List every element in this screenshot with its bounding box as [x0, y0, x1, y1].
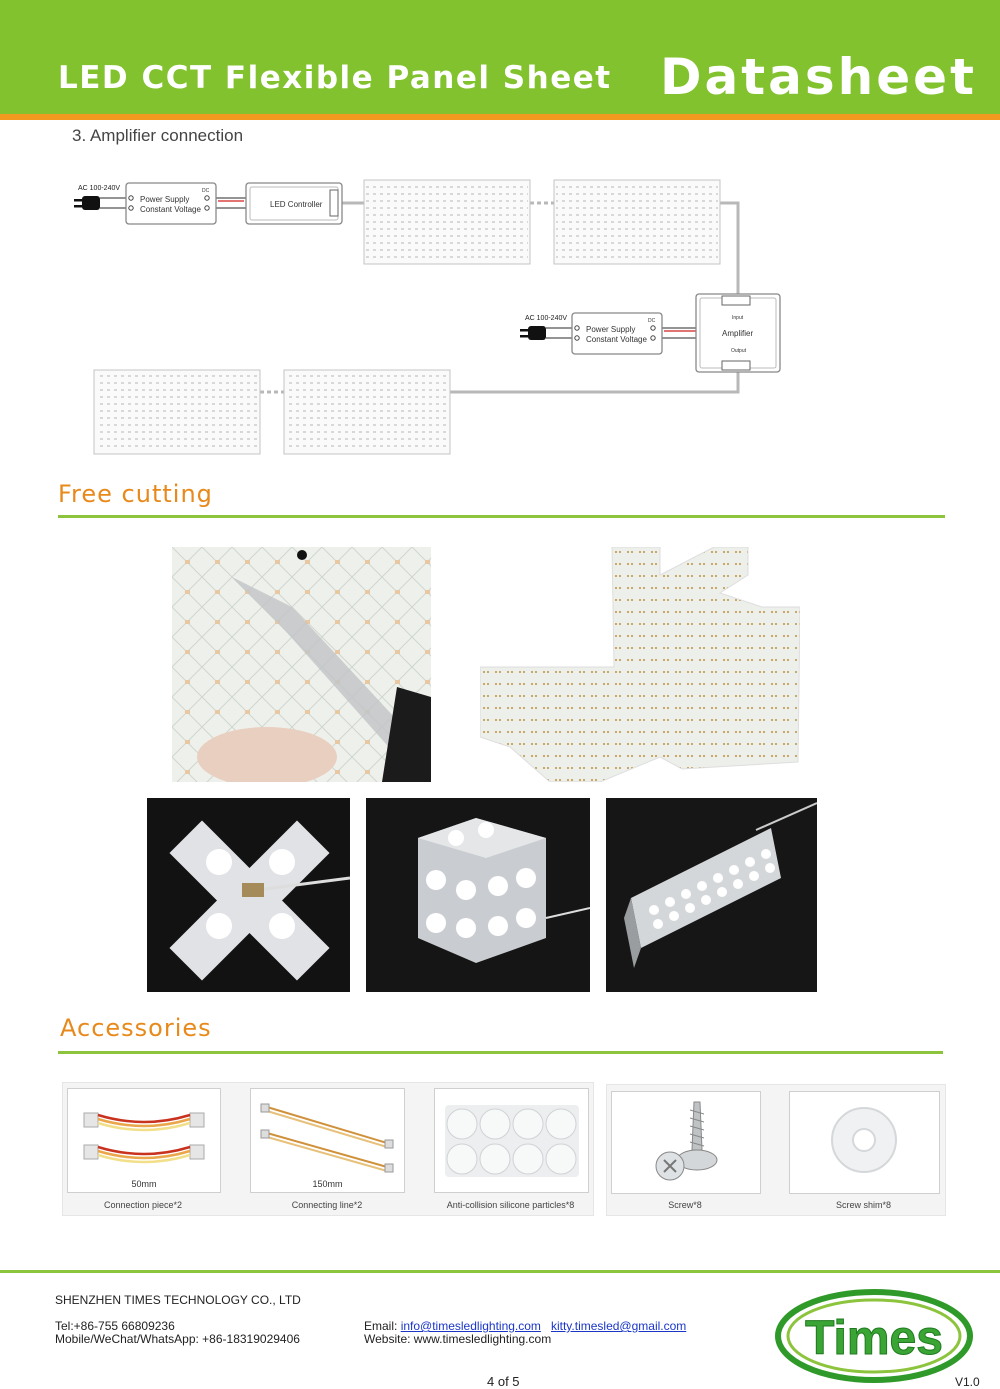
times-logo	[774, 1288, 974, 1384]
amplifier-input-label: Input	[732, 315, 744, 321]
dc-label: DC	[202, 188, 210, 194]
email-line	[364, 1319, 686, 1333]
version: V1.0	[955, 1375, 980, 1389]
section-divider	[58, 515, 945, 518]
accessory-screw	[611, 1091, 761, 1194]
controller-label: LED Controller	[270, 200, 323, 209]
amplifier-box	[696, 294, 780, 372]
led-controller-box	[246, 183, 342, 224]
website: Website: www.timesledlighting.com	[364, 1332, 552, 1346]
accessory-connecting-line	[250, 1088, 405, 1193]
email-label: Email:	[364, 1319, 398, 1333]
cut-panel-photo	[480, 547, 800, 782]
amplifier-label: Amplifier	[722, 329, 754, 338]
accessory-label: Screw*8	[668, 1200, 702, 1210]
footer-divider	[0, 1270, 1000, 1273]
cutting-photo	[172, 547, 431, 782]
accessory-size: 150mm	[312, 1179, 343, 1189]
section-divider	[58, 1051, 943, 1054]
accessory-label: Connection piece*2	[103, 1200, 183, 1210]
accessory-screw-shim	[789, 1091, 940, 1194]
ac-plug-icon	[74, 196, 100, 210]
accessory-silicone-particles	[434, 1088, 589, 1193]
screw-icon	[612, 1092, 760, 1193]
ac-input-label: AC 100-240V	[78, 185, 121, 192]
logo-text: Times	[805, 1312, 943, 1365]
free-cutting-heading: Free cutting	[58, 480, 213, 508]
connecting-line-image	[251, 1089, 404, 1174]
cube-light-photo	[366, 798, 590, 992]
telephone: Tel:+86-755 66809236	[55, 1319, 175, 1333]
accessory-label: Connecting line*2	[291, 1200, 363, 1210]
psu-label-line1: Power Supply	[586, 325, 636, 334]
ac-plug-icon	[520, 326, 546, 340]
power-supply-box	[126, 183, 216, 224]
amplifier-connection-diagram	[0, 170, 1000, 470]
psu-label-line1: Power Supply	[140, 195, 190, 204]
datasheet-badge: Datasheet	[660, 48, 977, 106]
accessory-label: Screw shim*8	[835, 1200, 891, 1210]
document-title: LED CCT Flexible Panel Sheet	[58, 60, 612, 96]
section-subheading: 3. Amplifier connection	[72, 126, 244, 145]
mobile-contact: Mobile/WeChat/WhatsApp: +86-18319029406	[55, 1332, 300, 1346]
strip-light-photo	[606, 798, 817, 992]
accessory-size: 50mm	[131, 1179, 157, 1189]
email-link-kitty[interactable]: kitty.timesled@gmail.com	[550, 1319, 687, 1333]
psu-label-line2: Constant Voltage	[586, 335, 647, 344]
amplifier-output-label: Output	[731, 348, 747, 354]
screw-shim-icon	[790, 1092, 939, 1193]
ac-input-label: AC 100-240V	[525, 315, 568, 322]
accessory-connection-piece	[67, 1088, 221, 1193]
header-accent-bar	[0, 114, 1000, 120]
page-number: 4 of 5	[487, 1374, 520, 1389]
power-supply-box	[572, 313, 662, 354]
accessories-heading: Accessories	[60, 1014, 212, 1042]
connection-piece-image	[68, 1089, 220, 1174]
silicone-particles-image	[435, 1089, 588, 1192]
accessory-label: Anti-collision silicone particles*8	[446, 1200, 575, 1210]
email-link-info[interactable]: info@timesledlighting.com	[400, 1319, 541, 1333]
dc-label: DC	[648, 318, 656, 324]
x-shape-light-photo	[147, 798, 350, 992]
psu-label-line2: Constant Voltage	[140, 205, 201, 214]
company-name: SHENZHEN TIMES TECHNOLOGY CO., LTD	[55, 1293, 301, 1307]
